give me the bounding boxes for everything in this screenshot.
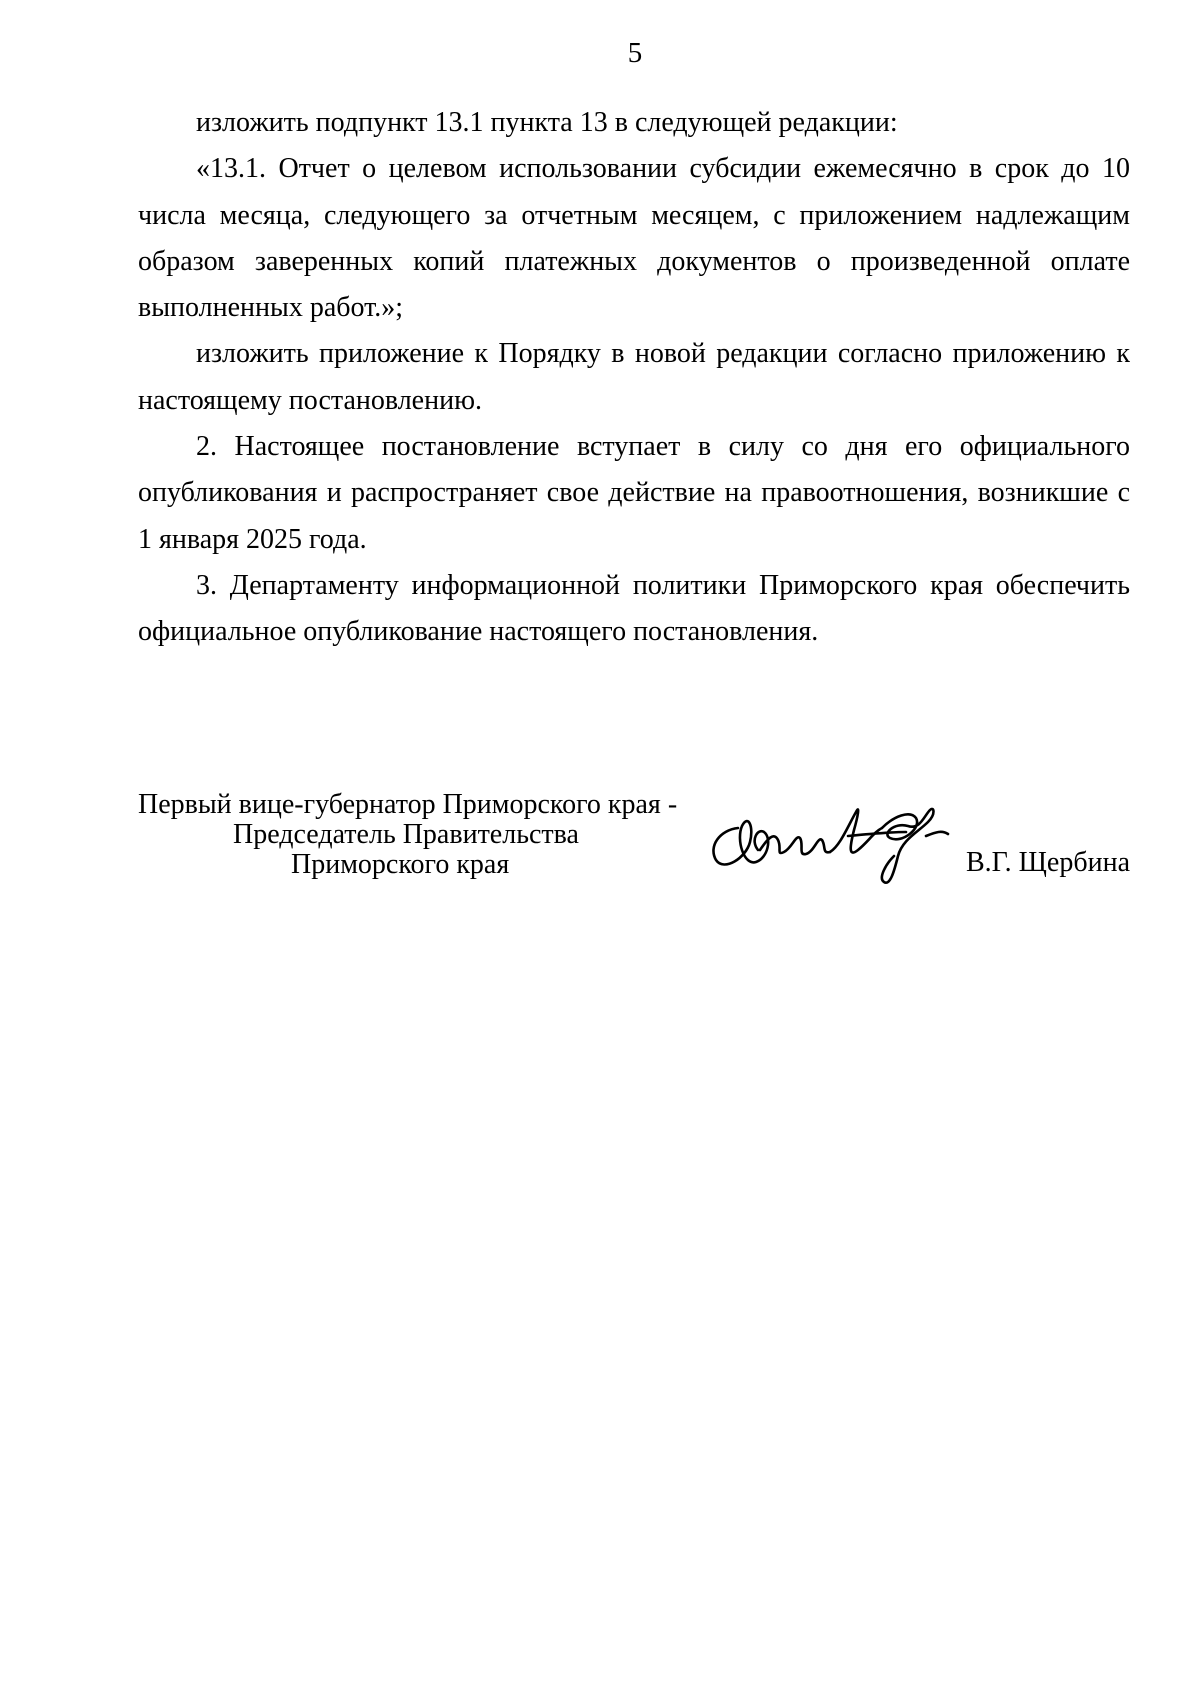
page-number: 5 — [627, 37, 643, 69]
paragraph-intro: изложить подпункт 13.1 пункта 13 в следующей редакции: — [196, 107, 898, 138]
signatory-title-line-3: Приморского края — [291, 849, 510, 880]
paragraph-publication: 3. Департаменту информационной политики Приморского края обеспечить официальное опубликование настоящего постановления. — [138, 569, 1130, 648]
handwritten-signature — [698, 786, 968, 896]
signature-block — [138, 790, 1130, 900]
signatory-name: В.Г. Щербина — [965, 847, 1130, 878]
paragraph-appendix: изложить приложение к Порядку в новой редакции согласно приложению к настоящему постановлению. — [138, 338, 1130, 416]
document-body — [138, 100, 1130, 656]
paragraph-clause-13-1: «13.1. Отчет о целевом использовании субсидии ежемесячно в срок до 10 числа месяца, следующего за отчетным месяцем, с приложением надлежащим образом заверенных копий платежных документов о произведенной оплате выполненных работ.»; — [138, 153, 1130, 324]
signatory-title-line-2: Председатель Правительства — [233, 819, 579, 850]
paragraph-effective-date: 2. Настоящее постановление вступает в силу со дня его официального опубликования и распространяет свое действие на правоотношения, возникшие с 1 января 2025 года. — [138, 431, 1130, 555]
signatory-title-line-1: Первый вице-губернатор Приморского края - — [138, 789, 678, 820]
